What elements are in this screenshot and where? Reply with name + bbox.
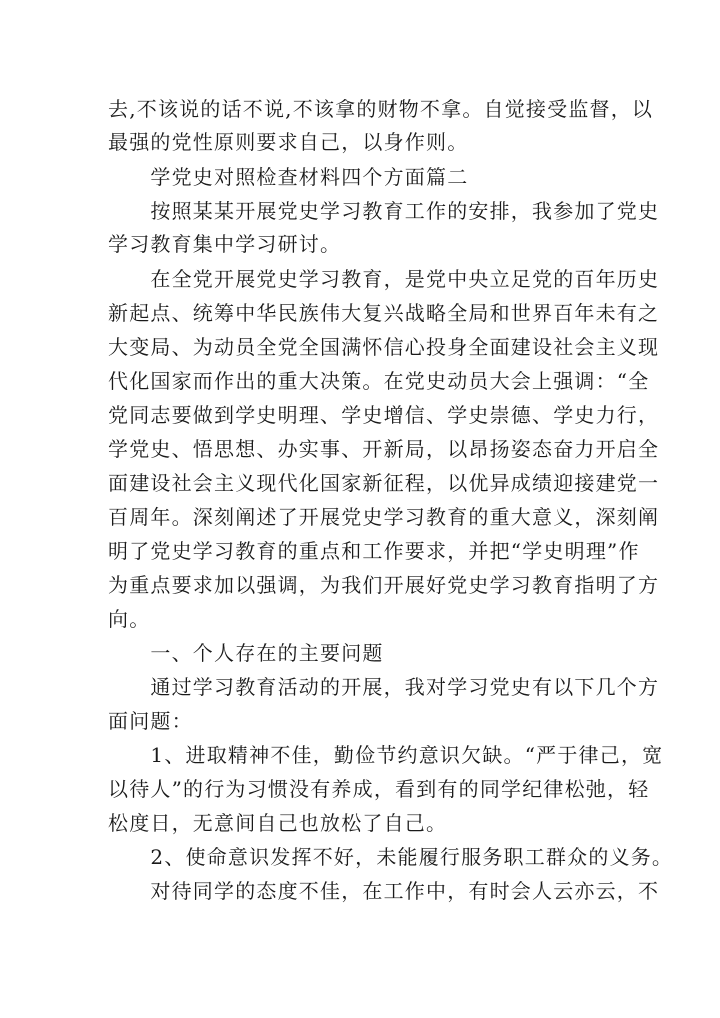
text-line: 以待人”的行为习惯没有养成，看到有的同学纪律松弛，轻 [108, 777, 650, 801]
text-line: 面问题： [108, 709, 193, 733]
text-line: 去,不该说的话不说,不该拿的财物不拿。自觉接受监督，以 [108, 97, 654, 121]
text-line: 最强的党性原则要求自己，以身作则。 [108, 130, 469, 154]
text-line: 为重点要求加以强调，为我们开展好党史学习教育指明了方 [108, 573, 660, 597]
section-heading: 一、个人存在的主要问题 [108, 641, 384, 665]
text-line: 新起点、统筹中华民族伟大复兴战略全局和世界百年未有之 [108, 301, 660, 325]
text-line: 面建设社会主义现代化国家新征程，以优异成绩迎接建党一 [108, 471, 660, 495]
text-line: 通过学习教育活动的开展，我对学习党史有以下几个方 [108, 675, 660, 699]
text-line: 按照某某开展党史学习教育工作的安排，我参加了党史 [108, 199, 660, 223]
text-line: 学习教育集中学习研讨。 [108, 232, 342, 256]
text-line: 百周年。深刻阐述了开展党史学习教育的重大意义，深刻阐 [108, 505, 660, 529]
text-line: 明了党史学习教育的重点和工作要求，并把“学史明理”作 [108, 539, 640, 563]
text-line: 2、使命意识发挥不好，未能履行服务职工群众的义务。 [108, 845, 674, 869]
text-line: 代化国家而作出的重大决策。在党史动员大会上强调：“全 [108, 369, 650, 393]
text-line: 向。 [108, 607, 151, 631]
text-line: 党同志要做到学史明理、学史增信、学史崇德、学史力行， [108, 403, 660, 427]
text-line: 对待同学的态度不佳，在工作中，有时会人云亦云，不 [108, 879, 660, 903]
section-heading: 学党史对照检查材料四个方面篇二 [108, 165, 469, 189]
text-line: 松度日，无意间自己也放松了自己。 [108, 811, 448, 835]
text-line: 学党史、悟思想、办实事、开新局，以昂扬姿态奋力开启全 [108, 437, 660, 461]
text-line: 1、进取精神不佳，勤俭节约意识欠缺。“严于律己，宽 [108, 743, 664, 767]
text-line: 在全党开展党史学习教育，是党中央立足党的百年历史 [108, 267, 660, 291]
text-line: 大变局、为动员全党全国满怀信心投身全面建设社会主义现 [108, 335, 660, 359]
